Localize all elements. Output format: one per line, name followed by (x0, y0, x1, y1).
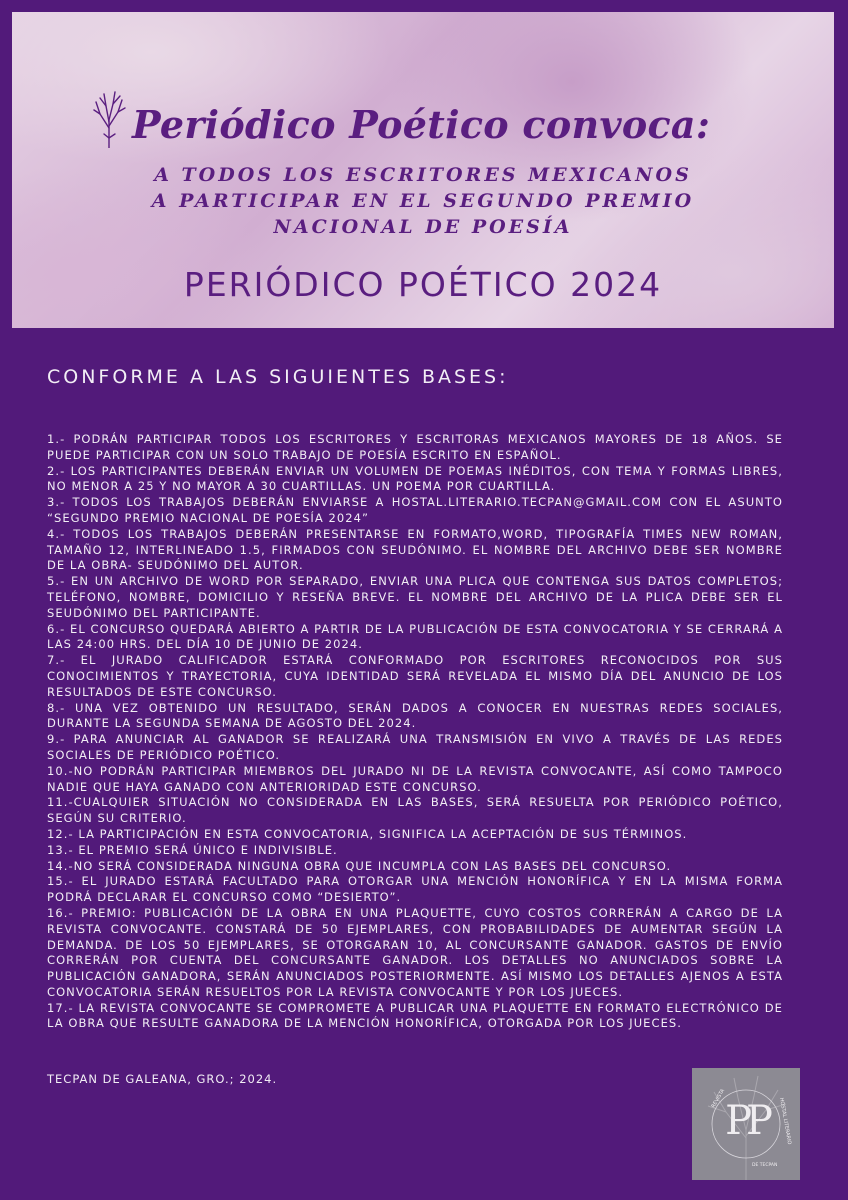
rule-item: 7.- EL JURADO CALIFICADOR ESTARÁ CONFORMADO POR ESCRITORES RECONOCIDOS POR SUS CONOCIMIENTOS Y TRAYECTORIA, CUYA IDENTIDAD SERÁ REVELADA EL MISMO DÍA DEL ANUNCIO DE LOS RESULTADOS DE ESTE CONCURSO. (47, 653, 783, 699)
header-banner (12, 12, 834, 328)
logo-monogram: PP (725, 1098, 767, 1144)
rule-item: 14.-NO SERÁ CONSIDERADA NINGUNA OBRA QUE INCUMPLA CON LAS BASES DEL CONCURSO. (47, 858, 672, 873)
rule-item: 13.- EL PREMIO SERÁ ÚNICO E INDIVISIBLE. (47, 842, 338, 857)
rule-item: 12.- LA PARTICIPACIÓN EN ESTA CONVOCATORIA, SIGNIFICA LA ACEPTACIÓN DE SUS TÉRMINOS. (47, 826, 688, 841)
rule-item: 6.- EL CONCURSO QUEDARÁ ABIERTO A PARTIR DE LA PUBLICACIÓN DE ESTA CONVOCATORIA Y SE CERRARÁ A LAS 24:00 HRS. DEL DÍA 10 DE JUNIO DE 2024. (47, 621, 783, 652)
subtitle-line: A TODOS LOS ESCRITORES MEXICANOS (154, 164, 692, 186)
place-date: TECPAN DE GALEANA, GRO.; 2024. (47, 1072, 278, 1086)
rule-item: 11.-CUALQUIER SITUACIÓN NO CONSIDERADA EN LAS BASES, SERÁ RESUELTA POR PERIÓDICO POÉTICO, SEGÚN SU CRITERIO. (47, 795, 783, 826)
subtitle (12, 162, 834, 240)
rule-item: 4.- TODOS LOS TRABAJOS DEBERÁN PRESENTARSE EN FORMATO,WORD, TIPOGRAFÍA TIMES NEW ROMAN, TAMAÑO 12, INTERLINEADO 1.5, FIRMADOS CON SEUDÓNIMO. EL NOMBRE DEL ARCHIVO DEBE SER NOMBRE DE LA OBRA- SEUDÓNIMO DEL AUTOR. (47, 526, 783, 573)
tree-icon (92, 90, 126, 148)
rule-item: 9.- PARA ANUNCIAR AL GANADOR SE REALIZARÁ UNA TRANSMISIÓN EN VIVO A TRAVÉS DE LAS REDES SOCIALES DE PERIÓDICO POÉTICO. (47, 732, 783, 762)
rule-item: 3.- TODOS LOS TRABAJOS DEBERÁN ENVIARSE A HOSTAL.LITERARIO.TECPAN@GMAIL.COM CON EL ASUNTO “SEGUNDO PREMIO NACIONAL DE POESÍA 2024” (47, 495, 783, 525)
rules-list (47, 432, 783, 1032)
rule-item: 15.- EL JURADO ESTARÁ FACULTADO PARA OTORGAR UNA MENCIÓN HONORÍFICA Y EN LA MISMA FORMA PODRÁ DECLARAR EL CONCURSO COMO “DESIERTO”. (47, 874, 783, 905)
rule-item: 2.- LOS PARTICIPANTES DEBERÁN ENVIAR UN VOLUMEN DE POEMAS INÉDITOS, CON TEMA Y FORMAS LIBRES, NO MENOR A 25 Y NO MAYOR A 30 CUARTILLAS. UN POEMA POR CUARTILLA. (47, 463, 783, 494)
rule-item: 8.- UNA VEZ OBTENIDO UN RESULTADO, SERÁN DADOS A CONOCER EN NUESTRAS REDES SOCIALES, DURANTE LA SEGUNDA SEMANA DE AGOSTO DEL 2024. (47, 700, 783, 731)
logo-top-text: REVISTA (710, 1087, 727, 1109)
year-title: PERIÓDICO POÉTICO 2024 (183, 265, 663, 304)
rule-item: 1.- PODRÁN PARTICIPAR TODOS LOS ESCRITORES Y ESCRITORAS MEXICANOS MAYORES DE 18 AÑOS. SE PUEDE PARTICIPAR CON UN SOLO TRABAJO DE POESÍA ESCRITO EN ESPAÑOL. (47, 432, 783, 462)
subtitle-line: A PARTICIPAR EN EL SEGUNDO PREMIO (151, 190, 695, 212)
rule-item: 5.- EN UN ARCHIVO DE WORD POR SEPARADO, ENVIAR UNA PLICA QUE CONTENGA SUS DATOS COMPLETOS; TELÉFONO, NOMBRE, DOMICILIO Y RESEÑA BREVE. EL NOMBRE DEL ARCHIVO DE LA PLICA DEBE SER EL SEUDÓNIMO DEL PARTICIPANTE. (47, 574, 783, 620)
rule-item: 10.-NO PODRÁN PARTICIPAR MIEMBROS DEL JURADO NI DE LA REVISTA CONVOCANTE, ASÍ COMO TAMPOCO NADIE QUE HAYA GANADO CON ANTERIORIDAD ESTE CONCURSO. (47, 763, 783, 794)
subtitle-line: NACIONAL DE POESÍA (273, 216, 573, 238)
hostal-literario-logo (692, 1068, 800, 1180)
bases-heading: CONFORME A LAS SIGUIENTES BASES: (47, 366, 509, 388)
logo-ring-text: HOSTAL LITERARIO (778, 1097, 793, 1146)
rule-item: 16.- PREMIO: PUBLICACIÓN DE LA OBRA EN UNA PLAQUETTE, CUYO COSTOS CORRERÁN A CARGO DE LA REVISTA CONVOCANTE. CONSTARÁ DE 50 EJEMPLARES, CON PROBABILIDADES DE AUMENTAR SEGÚN LA DEMANDA. DE LOS 50 EJEMPLARES, SE OTORGARAN 10, AL CONCURSANTE GANADOR. GASTOS DE ENVÍO CORRERÁN POR CUENTA DEL CONCURSANTE GANADOR. LOS DETALLES NO ANUNCIADOS SOBRE LA PUBLICACIÓN GANADORA, SERÁN ANUNCIADOS POSTERIORMENTE. ASÍ MISMO LOS DETALLES AJENOS A ESTA CONVOCATORIA SERÁN RESUELTOS POR LA REVISTA CONVOCANTE Y POR LOS JUECES. (47, 905, 783, 999)
logo-bottom-text: DE TECPAN (752, 1163, 778, 1168)
page-title: Periódico Poético convoca: (132, 102, 711, 147)
rule-item: 17.- LA REVISTA CONVOCANTE SE COMPROMETE A PUBLICAR UNA PLAQUETTE EN FORMATO ELECTRÓNICO DE LA OBRA QUE RESULTE GANADORA DE LA MENCIÓN HONORÍFICA, OTORGADA POR LOS JUECES. (47, 1000, 783, 1031)
